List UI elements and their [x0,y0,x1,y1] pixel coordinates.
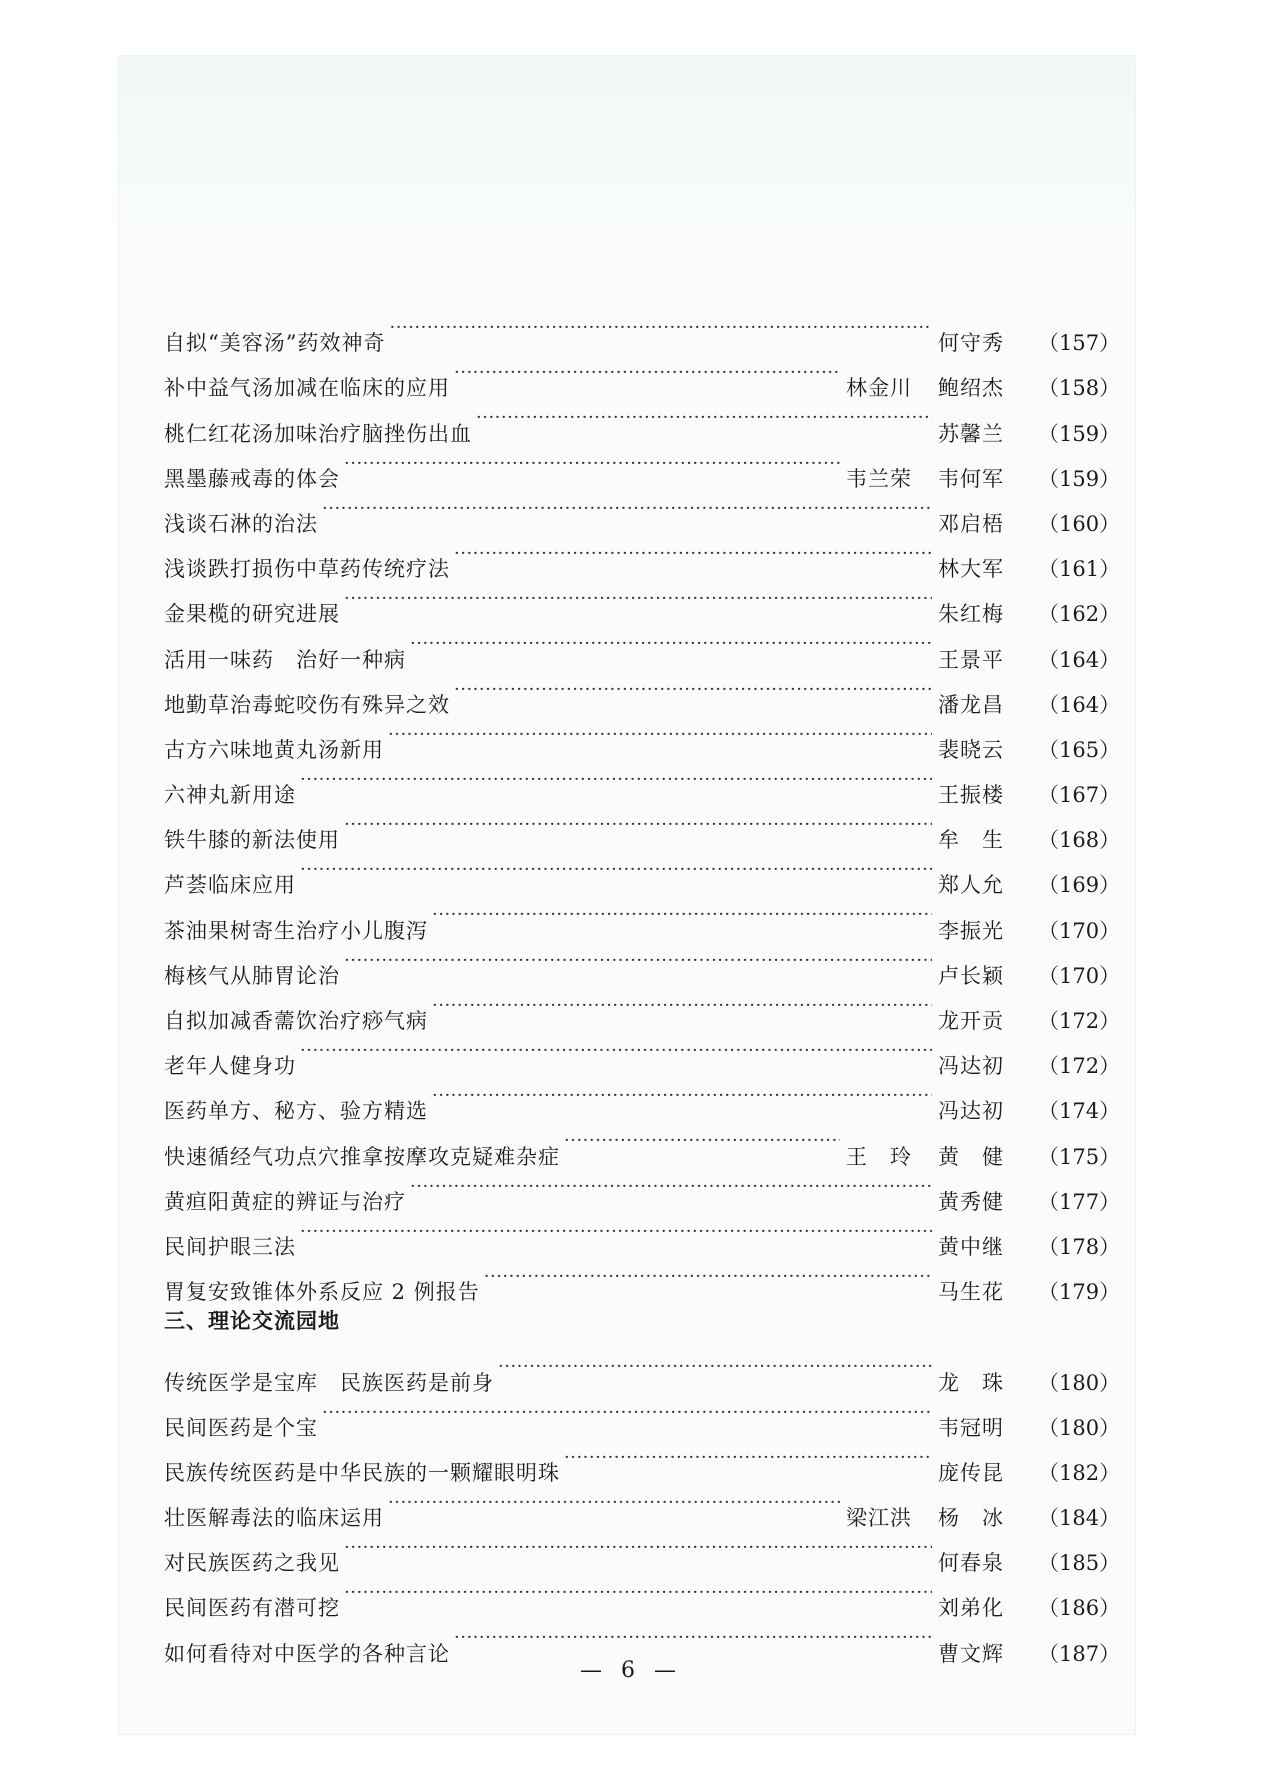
entry-page-number: （177） [1038,1189,1121,1214]
entry-author: 曹文辉 [938,1641,1004,1666]
entry-author: 郑人允 [938,873,1004,898]
entry-title: 对民族医药之我见 [164,1551,340,1576]
entry-title: 茶油果树寄生治疗小儿腹泻 [164,918,428,943]
dot-leader [388,1480,840,1525]
dot-leader [454,667,932,712]
entry-title: 梅核气从肺胃论治 [164,963,340,988]
entry-title: 民间医药是个宝 [164,1415,318,1440]
dot-leader [432,1073,932,1118]
entry-title: 古方六味地黄丸汤新用 [164,737,384,762]
entry-author: 何春泉 [938,1551,1004,1576]
entry-page-number: （185） [1038,1551,1121,1576]
entry-title: 胃复安致锥体外系反应 2 例报告 [164,1280,480,1305]
entry-page-number: （159） [1038,466,1121,491]
entry-page-number: （170） [1038,963,1121,988]
entry-author: 鲍绍杰 [938,376,1004,401]
entry-page-number: （157） [1038,331,1121,356]
entry-title: 芦荟临床应用 [164,873,296,898]
entry-page-number: （180） [1038,1370,1121,1395]
dot-leader [300,847,932,892]
entry-title: 自拟“美容汤”药效神奇 [164,331,386,356]
dot-leader [564,1118,840,1163]
entry-author: 刘弟化 [938,1596,1004,1621]
dot-leader [454,350,840,395]
entry-author: 牟 生 [938,828,1004,853]
dot-leader [322,1390,932,1435]
dot-leader [389,305,932,350]
dot-leader [432,983,932,1028]
entry-title: 铁牛膝的新法使用 [164,828,340,853]
dot-leader [388,712,932,757]
entry-title: 浅谈跌打损伤中草药传统疗法 [164,557,450,582]
dot-leader [322,486,932,531]
entry-page-number: （179） [1038,1280,1121,1305]
entry-title: 壮医解毒法的临床运用 [164,1506,384,1531]
entry-title: 民族传统医药是中华民族的一颗耀眼明珠 [164,1460,560,1485]
entry-title: 快速循经气功点穴推拿按摩攻克疑难杂症 [164,1144,560,1169]
entry-title: 黄疸阳黄症的辨证与治疗 [164,1189,406,1214]
entry-author: 龙 珠 [938,1370,1004,1395]
entry-page-number: （164） [1038,647,1121,672]
entry-author: 韦冠明 [938,1415,1004,1440]
entry-author: 冯达初 [938,1054,1004,1079]
entry-author: 王景平 [938,647,1004,672]
entry-page-number: （187） [1038,1641,1121,1666]
dot-leader [410,621,932,666]
entry-page-number: （174） [1038,1099,1121,1124]
entry-author: 邓启梧 [938,511,1004,536]
entry-author: 黄 健 [938,1144,1004,1169]
entry-title: 老年人健身功 [164,1054,296,1079]
entry-title: 地勤草治毒蛇咬伤有殊异之效 [164,692,450,717]
entry-title: 自拟加减香薷饮治疗痧气病 [164,1009,428,1033]
dot-leader [344,576,932,621]
entry-author: 裴晓云 [938,737,1004,762]
entry-author: 黄秀健 [938,1189,1004,1214]
dot-leader [498,1344,932,1389]
entry-page-number: （170） [1038,918,1121,943]
entry-coauthor: 梁江洪 [846,1506,912,1531]
entry-author: 庞传昆 [938,1460,1004,1485]
entry-coauthor: 韦兰荣 [846,466,912,491]
entry-author: 马生花 [938,1280,1004,1305]
entry-title: 民间医药有潜可挖 [164,1596,340,1621]
toc-entry [164,1344,1121,1395]
entry-coauthor: 林金川 [846,376,912,401]
entry-title: 金果榄的研究进展 [164,602,340,627]
dot-leader [344,938,932,983]
entry-author: 韦何军 [938,466,1004,491]
entry-page-number: （160） [1038,511,1121,536]
entry-title: 如何看待对中医学的各种言论 [164,1641,450,1666]
entry-author: 冯达初 [938,1099,1004,1124]
entry-author: 王振楼 [938,783,1004,808]
dot-leader [344,1570,932,1615]
dot-leader [300,757,932,802]
dot-leader [476,395,932,440]
entry-author: 潘龙昌 [938,692,1004,717]
entry-page-number: （165） [1038,737,1121,762]
entry-title: 黑墨藤戒毒的体会 [164,466,340,491]
table-of-contents [164,305,1121,1666]
entry-title: 浅谈石淋的治法 [164,511,318,536]
dot-leader [344,1525,932,1570]
dot-leader [432,892,932,937]
entry-author: 林大军 [938,557,1004,582]
page-top-shade [119,56,1135,226]
entry-page-number: （167） [1038,783,1121,808]
entry-page-number: （159） [1038,421,1121,446]
entry-page-number: （182） [1038,1460,1121,1485]
entry-page-number: （168） [1038,828,1121,853]
page-number: — 6 — [580,1658,682,1683]
dot-leader [484,1254,932,1299]
entry-page-number: （169） [1038,873,1121,898]
entry-page-number: （164） [1038,692,1121,717]
entry-title: 补中益气汤加减在临床的应用 [164,376,450,401]
entry-page-number: （178） [1038,1234,1121,1259]
entry-title: 传统医学是宝库 民族医药是前身 [164,1370,494,1395]
entry-author: 黄中继 [938,1234,1004,1259]
toc-list-part-a [164,305,1121,1305]
toc-entry [164,305,1121,356]
entry-author: 朱红梅 [938,602,1004,627]
entry-author: 何守秀 [938,331,1004,356]
dot-leader [454,531,932,576]
entry-page-number: （162） [1038,602,1121,627]
entry-title: 活用一味药 治好一种病 [164,647,406,672]
entry-title: 桃仁红花汤加味治疗脑挫伤出血 [164,421,472,446]
entry-page-number: （161） [1038,557,1121,582]
section-heading: 三、理论交流园地 [164,1309,340,1334]
dot-leader [344,441,840,486]
entry-title: 医药单方、秘方、验方精选 [164,1099,428,1124]
entry-page-number: （180） [1038,1415,1121,1440]
toc-list-part-b [164,1344,1121,1666]
entry-page-number: （172） [1038,1009,1121,1033]
entry-author: 杨 冰 [938,1506,1004,1531]
entry-author: 龙开贡 [938,1009,1004,1033]
entry-author: 李振光 [938,918,1004,943]
dot-leader [300,1209,932,1254]
dot-leader [410,1164,932,1209]
dot-leader [344,802,932,847]
entry-page-number: （158） [1038,376,1121,401]
entry-coauthor: 王 玲 [846,1144,912,1169]
entry-author: 苏馨兰 [938,421,1004,446]
dot-leader [300,1028,932,1073]
entry-page-number: （175） [1038,1144,1121,1169]
entry-page-number: （172） [1038,1054,1121,1079]
entry-page-number: （184） [1038,1506,1121,1531]
entry-page-number: （186） [1038,1596,1121,1621]
dot-leader [454,1615,932,1660]
entry-title: 民间护眼三法 [164,1234,296,1259]
entry-title: 六神丸新用途 [164,783,296,808]
entry-author: 卢长颖 [938,963,1004,988]
dot-leader [564,1435,932,1480]
